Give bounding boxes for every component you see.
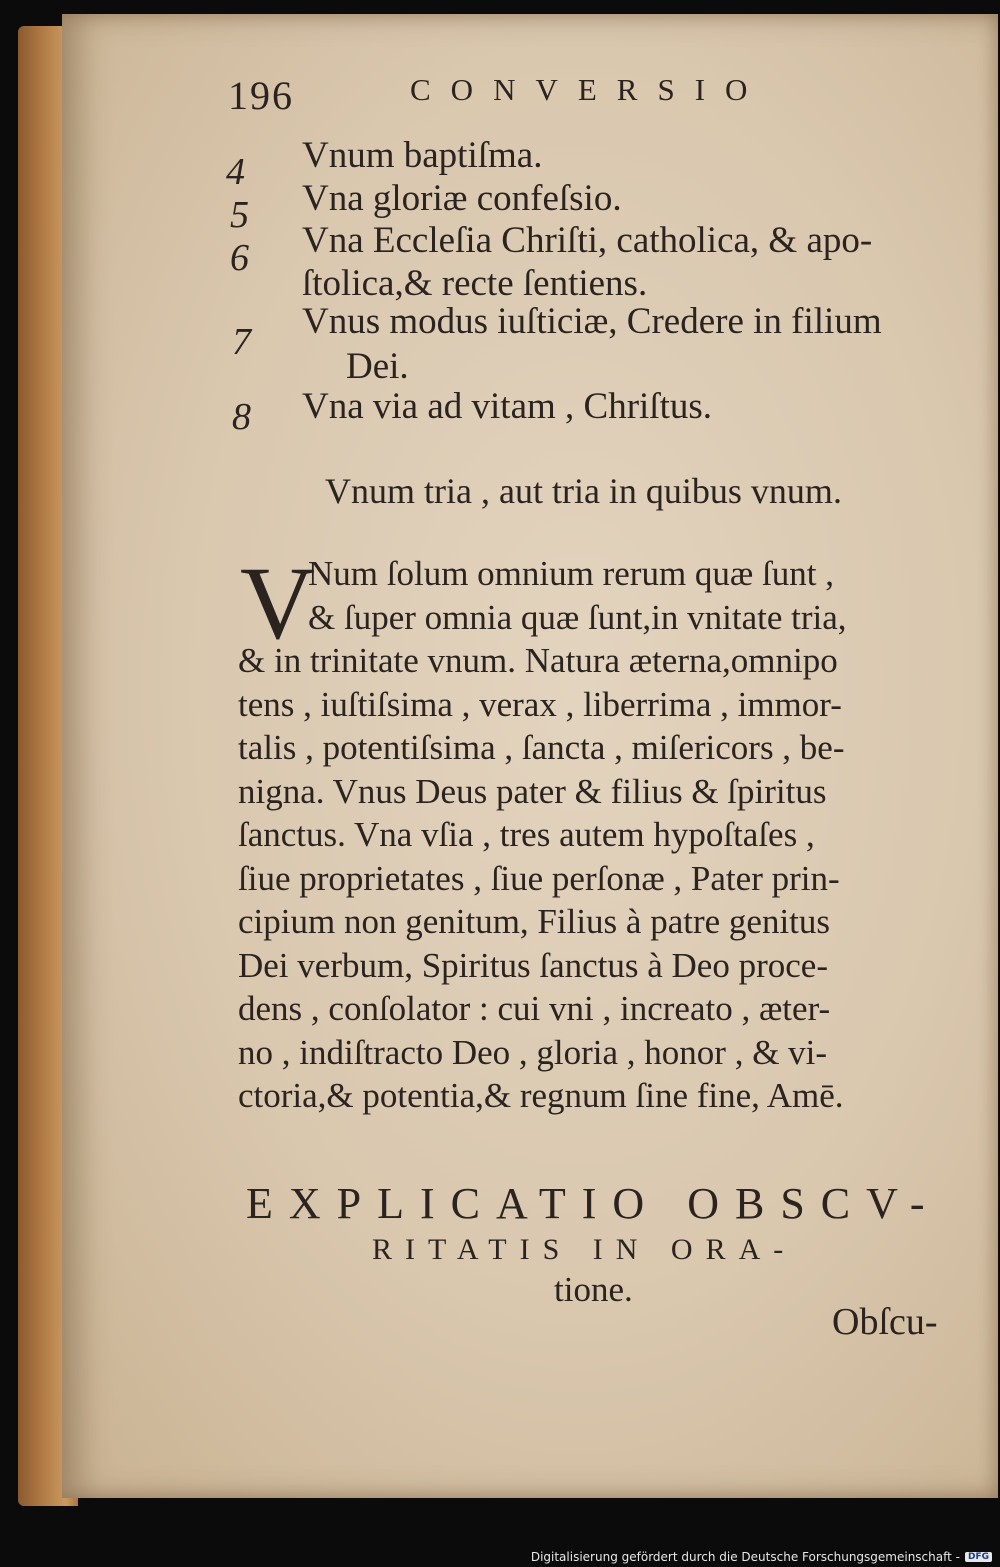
paragraph-line: nigna. Vnus Deus pater & filius & ſpiritus — [238, 771, 827, 811]
paragraph-line: cipium non genitum, Filius à patre genitus — [238, 902, 831, 941]
list-number-6: 6 — [230, 237, 249, 279]
digitization-credit — [531, 1550, 992, 1564]
paragraph-line: ctoria,& potentia,& regnum ſine fine, Amē. — [238, 1076, 844, 1115]
list-number-4: 4 — [226, 151, 245, 193]
list-item-4: Vnum baptiſma. — [302, 135, 543, 176]
section-heading-line2: RITATIS IN ORA- — [372, 1233, 797, 1266]
paragraph-line: dens , conſolator : cui vni , increato , æter- — [238, 989, 831, 1028]
paragraph-line: talis , potentiſsima , ſancta , miſericors , be- — [238, 728, 845, 767]
main-paragraph — [238, 546, 950, 1118]
list-item-7-line1: Vnus modus iuſticiæ, Credere in filium — [302, 301, 882, 342]
paragraph-line: ſanctus. Vna vſia , tres autem hypoſtaſes , — [238, 815, 815, 854]
dfg-logo: DFG — [965, 1552, 992, 1562]
list-item-6-line1: Vna Eccleſia Chriſti, catholica, & apo- — [302, 220, 873, 261]
center-heading: Vnum tria , aut tria in quibus vnum. — [325, 471, 842, 511]
running-title: CONVERSIO — [410, 72, 768, 107]
paragraph-line: Dei verbum, Spiritus ſanctus à Deo proce- — [238, 945, 828, 985]
list-number-5: 5 — [230, 194, 249, 236]
list-item-7-line2: Dei. — [346, 346, 409, 387]
paragraph-line: Num ſolum omnium rerum quæ ſunt , — [308, 554, 834, 593]
list-number-8: 8 — [232, 396, 251, 438]
paragraph-line: & in trinitate vnum. Natura æterna,omnipo — [238, 641, 838, 680]
paragraph-line: tens , iuſtiſsima , verax , liberrima , immor- — [238, 684, 842, 724]
paragraph-line: no , indiſtracto Deo , gloria , honor , & vi- — [238, 1032, 828, 1072]
list-item-8: Vna via ad vitam , Chriſtus. — [302, 386, 713, 427]
list-item-6-line2: ſtolica,& recte ſentiens. — [302, 263, 648, 304]
catchword: Obſcu- — [832, 1301, 938, 1343]
drop-cap: V — [240, 546, 316, 661]
list-number-7: 7 — [232, 321, 251, 363]
section-heading-line1: EXPLICATIO OBSCV- — [246, 1179, 941, 1228]
paragraph-line: & ſuper omnia quæ ſunt,in vnitate tria, — [308, 597, 847, 637]
page-number: 196 — [228, 73, 294, 118]
credit-text: Digitalisierung gefördert durch die Deutsche Forschungsgemeinschaft - — [530, 1550, 960, 1564]
paragraph-line: ſiue proprietates , ſiue perſonæ , Pater prin- — [238, 858, 840, 898]
list-item-5: Vna gloriæ confeſsio. — [302, 178, 622, 219]
section-heading-line3: tione. — [554, 1270, 633, 1309]
